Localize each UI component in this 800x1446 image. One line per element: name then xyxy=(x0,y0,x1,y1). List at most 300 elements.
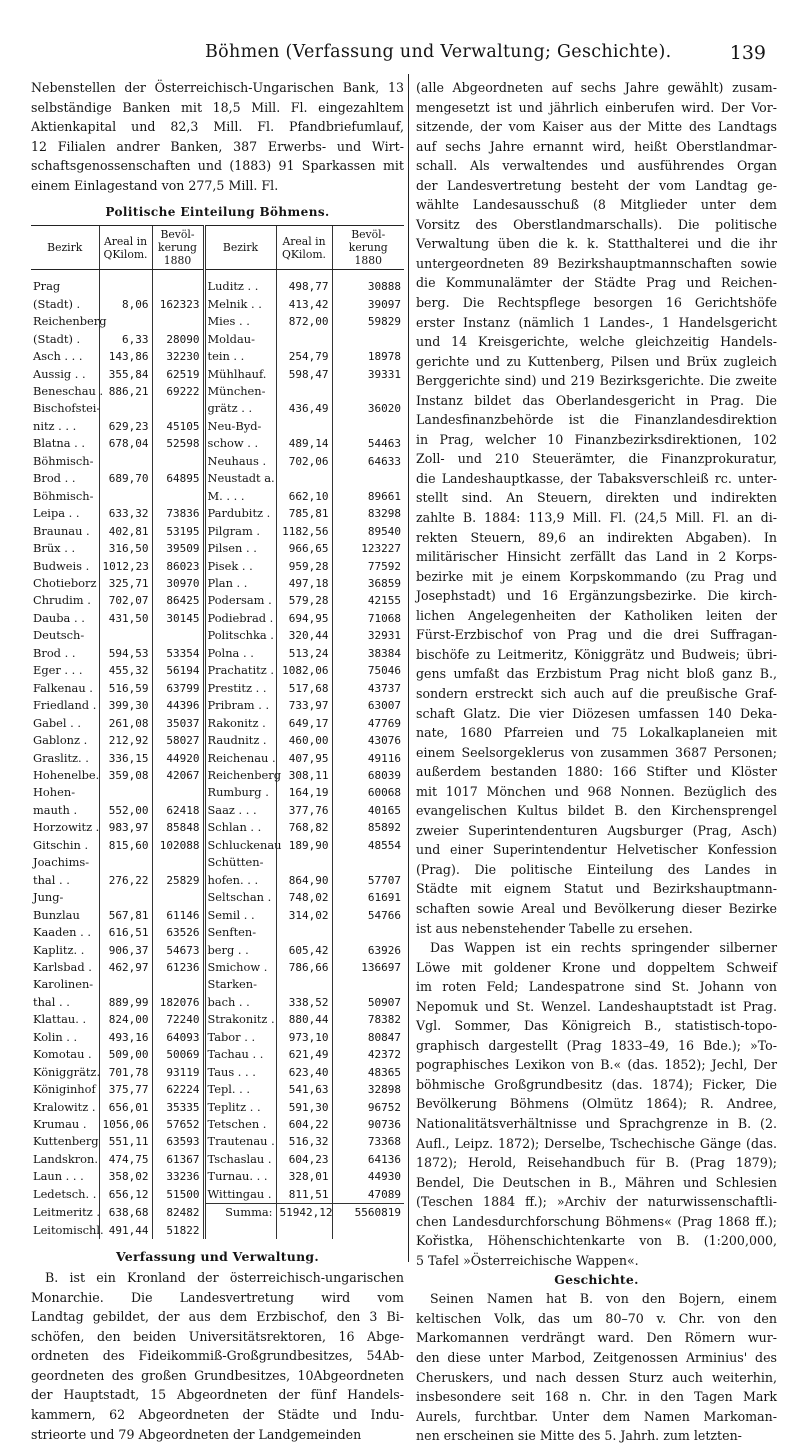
district-name: Königgrätz. xyxy=(33,1064,101,1079)
district-area: 872,00 xyxy=(276,313,332,330)
district-area: 633,32 xyxy=(99,505,152,522)
district-area: 864,90 xyxy=(276,872,332,889)
district-area: 694,95 xyxy=(276,610,332,627)
district-name: Taus . . . xyxy=(204,1064,276,1081)
table-row xyxy=(31,1046,404,1063)
district-population: 56194 xyxy=(152,662,204,679)
district-name: Friedland . xyxy=(33,698,97,713)
district-population: 61367 xyxy=(152,1151,204,1168)
text-line: nate, 1680 Pfarreien und 75 Lokalkaplaneien mit xyxy=(416,725,777,741)
district-area: 598,47 xyxy=(276,366,332,383)
district-area: 880,44 xyxy=(276,1011,332,1028)
district-name: nitz . . . xyxy=(33,418,77,433)
district-name: berg . . xyxy=(204,942,276,959)
district-population: 52598 xyxy=(152,435,204,452)
text-line: zahlte B. 1884: 113,9 Mill. Fl. (24,5 Mill. Fl. an di- xyxy=(416,510,777,526)
district-population: 36859 xyxy=(332,575,404,592)
district-name: Deutsch- xyxy=(33,628,85,643)
district-population: 30888 xyxy=(332,270,404,296)
text-line: militärischer Hinsicht zerfällt das Land in 2 Korps- xyxy=(416,549,777,565)
text-line: Aurels, furchtbar. Unter dem Namen Markoman- xyxy=(416,1408,777,1424)
district-population xyxy=(152,270,204,296)
district-population: 63007 xyxy=(332,697,404,714)
district-population: 61691 xyxy=(332,889,404,906)
text-line: und einer Superintendentur Helvetischer Konfession xyxy=(416,842,777,858)
district-name: Laun . . . xyxy=(33,1169,84,1184)
district-population: 57707 xyxy=(332,872,404,889)
district-area: 959,28 xyxy=(276,558,332,575)
text-line: die Landeshauptkasse, der Tabaksverschleiß rc. unter- xyxy=(416,470,777,486)
table-row xyxy=(31,976,404,993)
district-population: 89661 xyxy=(332,488,404,505)
district-population: 42067 xyxy=(152,767,204,784)
text-line: 12 Filialen andrer Banken, 387 Erwerbs- und Wirt- xyxy=(31,138,404,154)
text-line: schaftsgenossenschaften und (1883) 91 Sparkassen mit xyxy=(31,158,404,174)
district-name: Kuttenberg xyxy=(33,1134,99,1149)
district-area: 906,37 xyxy=(99,942,152,959)
district-population: 38384 xyxy=(332,645,404,662)
district-area: 474,75 xyxy=(99,1151,152,1168)
district-population: 64093 xyxy=(152,1029,204,1046)
district-area xyxy=(99,400,152,417)
district-population: 68039 xyxy=(332,767,404,784)
district-population: 35335 xyxy=(152,1099,204,1116)
table-row xyxy=(31,348,404,365)
table-row xyxy=(31,959,404,976)
verfassung-paragraph xyxy=(31,1268,404,1444)
district-population: 54766 xyxy=(332,907,404,924)
text-line: wählte Landesausschuß (8 Mitglieder unter dem xyxy=(416,197,777,213)
district-name: Klattau. . xyxy=(33,1012,87,1027)
district-population: 54673 xyxy=(152,942,204,959)
district-area: 413,42 xyxy=(276,296,332,313)
table-row xyxy=(31,837,404,854)
text-line: einem Einlagestand von 277,5 Mill. Fl. xyxy=(31,177,279,193)
district-name: Tepl. . . xyxy=(204,1081,276,1098)
table-row xyxy=(31,1029,404,1046)
district-population: 39097 xyxy=(332,296,404,313)
table-row xyxy=(31,488,404,505)
text-line: 1872); Herold, Reisehandbuch für B. (Prag 1879); xyxy=(416,1155,777,1171)
sum-population: 5560819 xyxy=(332,1204,404,1222)
text-line: chen Landesdurchforschung Böhmens« (Prag 1868 ff.); xyxy=(416,1213,777,1229)
sum-area: 51942,12 xyxy=(276,1204,332,1222)
district-area: 491,44 xyxy=(99,1222,152,1239)
district-name: (Stadt) . xyxy=(33,296,81,311)
district-population: 43737 xyxy=(332,680,404,697)
district-name: Krumau . xyxy=(33,1117,87,1132)
district-name: mauth . xyxy=(33,802,78,817)
district-name: tein . . xyxy=(204,348,276,365)
text-line: Landesfinanzbehörde ist die Finanzlandesdirektion xyxy=(416,412,777,428)
district-name: Pisek . . xyxy=(204,558,276,575)
district-name: Teplitz . . xyxy=(204,1099,276,1116)
district-population: 53354 xyxy=(152,645,204,662)
district-name: Strakonitz . xyxy=(204,1011,276,1028)
section-heading-verfassung: Verfassung und Verwaltung. xyxy=(116,1249,319,1265)
district-area: 254,79 xyxy=(276,348,332,365)
text-line: Landtag gebildet, der aus dem Erzbischof, den 3 Bi- xyxy=(31,1309,404,1325)
district-name: Joachims- xyxy=(33,855,90,870)
text-line: Fürst-Erzbischof von Prag und die drei Suffragan- xyxy=(416,627,777,643)
district-population: 39331 xyxy=(332,366,404,383)
district-name: Gabel . . xyxy=(33,715,82,730)
header-bevoelkerung: Bevöl- kerung 1880 xyxy=(152,226,204,270)
section-heading-geschichte: Geschichte. xyxy=(554,1272,639,1288)
district-name: Neu-Byd- xyxy=(204,418,276,435)
district-area: 460,00 xyxy=(276,732,332,749)
text-line: Seinen Namen hat B. von den Bojern, einem xyxy=(430,1291,777,1307)
district-area xyxy=(276,470,332,487)
empty-cell xyxy=(276,1222,332,1239)
district-name: Seltschan . xyxy=(204,889,276,906)
district-population xyxy=(332,854,404,871)
table-row xyxy=(31,313,404,330)
district-name: Leitmeritz . xyxy=(33,1205,100,1220)
district-area: 164,19 xyxy=(276,784,332,801)
district-name: bach . . xyxy=(204,994,276,1011)
district-area xyxy=(276,331,332,348)
table-header-row xyxy=(31,226,404,270)
district-name: Aussig . . xyxy=(33,366,86,381)
district-population: 63593 xyxy=(152,1133,204,1150)
table-row xyxy=(31,1081,404,1098)
text-line: gens umfaßt das Erzbistum Prag nicht bloß ganz B., xyxy=(416,666,777,682)
district-name: Schlan . . xyxy=(204,819,276,836)
district-area: 497,18 xyxy=(276,575,332,592)
table-row xyxy=(31,732,404,749)
district-area xyxy=(276,976,332,993)
district-name: Karolinen- xyxy=(33,977,94,992)
table-title: Politische Einteilung Böhmens. xyxy=(105,205,330,220)
district-population xyxy=(332,418,404,435)
district-population: 78382 xyxy=(332,1011,404,1028)
text-line: untergeordneten 89 Bezirkshauptmannschaften sowie xyxy=(416,255,777,271)
text-line: Markomannen verdrängt ward. Den Römern wur- xyxy=(416,1330,777,1346)
district-area xyxy=(99,976,152,993)
district-name: Graslitz. . xyxy=(33,750,89,765)
table-row xyxy=(31,453,404,470)
table-row xyxy=(31,540,404,557)
district-area: 513,24 xyxy=(276,645,332,662)
text-line: 5 Tafel »Österreichische Wappen«. xyxy=(416,1252,639,1268)
district-name: Melnik . . xyxy=(204,296,276,313)
district-area: 594,53 xyxy=(99,645,152,662)
text-line: sitzende, der vom Kaiser aus der Mitte des Landtags xyxy=(416,119,777,135)
district-area: 455,32 xyxy=(99,662,152,679)
table-row xyxy=(31,296,404,313)
district-population xyxy=(332,383,404,400)
district-population: 35037 xyxy=(152,715,204,732)
district-name: Saaz . . . xyxy=(204,802,276,819)
district-population: 64136 xyxy=(332,1151,404,1168)
district-population: 162323 xyxy=(152,296,204,313)
table-row xyxy=(31,1099,404,1116)
district-area: 567,81 xyxy=(99,907,152,924)
district-population xyxy=(152,976,204,993)
district-name: Brod . . xyxy=(33,471,76,486)
district-population: 44920 xyxy=(152,750,204,767)
district-name: Chotieborz xyxy=(33,575,97,590)
district-area: 604,22 xyxy=(276,1116,332,1133)
right-column xyxy=(416,78,777,1446)
district-area: 702,06 xyxy=(276,453,332,470)
district-area: 616,51 xyxy=(99,924,152,941)
district-area xyxy=(99,313,152,330)
district-area: 212,92 xyxy=(99,732,152,749)
district-name: Kolin . . xyxy=(33,1029,78,1044)
text-line: evangelischen Kultus bildet B. den Kirchensprengel xyxy=(416,803,777,819)
district-name: Senften- xyxy=(204,924,276,941)
district-area: 261,08 xyxy=(99,715,152,732)
district-area: 509,00 xyxy=(99,1046,152,1063)
district-name: Podersam . xyxy=(204,592,276,609)
district-name: Prestitz . . xyxy=(204,680,276,697)
text-line: (Prag). Die politische Einteilung des Landes in xyxy=(416,861,777,877)
district-name: Prag xyxy=(33,279,61,294)
table-row xyxy=(31,872,404,889)
district-population: 123227 xyxy=(332,540,404,557)
district-area: 1082,06 xyxy=(276,662,332,679)
district-population: 51500 xyxy=(152,1186,204,1204)
district-population: 47769 xyxy=(332,715,404,732)
district-area: 314,02 xyxy=(276,907,332,924)
district-population: 182076 xyxy=(152,994,204,1011)
table-row xyxy=(31,645,404,662)
empty-cell xyxy=(204,1222,276,1239)
district-population: 30970 xyxy=(152,575,204,592)
district-name: thal . . xyxy=(33,994,70,1009)
district-name: Wittingau . xyxy=(204,1186,276,1204)
text-line: schaften sowie Areal und Bevölkerung dieser Bezirke xyxy=(416,900,777,916)
table-body xyxy=(31,270,404,1239)
text-line: (Teschen 1884 ff.); »Archiv der naturwissenschaftli- xyxy=(416,1194,777,1210)
district-population: 42372 xyxy=(332,1046,404,1063)
district-name: Neuhaus . xyxy=(204,453,276,470)
district-area: 605,42 xyxy=(276,942,332,959)
district-area: 399,30 xyxy=(99,697,152,714)
district-population: 69222 xyxy=(152,383,204,400)
text-line: selbständige Banken mit 18,5 Mill. Fl. eingezahltem xyxy=(31,99,404,115)
districts-table xyxy=(31,225,404,1239)
district-population: 45105 xyxy=(152,418,204,435)
district-name: Braunau . xyxy=(33,523,90,538)
district-name: Kralowitz . xyxy=(33,1099,96,1114)
district-area: 678,04 xyxy=(99,435,152,452)
district-area: 325,71 xyxy=(99,575,152,592)
table-row xyxy=(31,1011,404,1028)
district-population xyxy=(152,627,204,644)
text-line: ordneten des Fideikommiß-Großgrundbesitzes, 54Ab- xyxy=(31,1348,404,1364)
text-line: der Landesvertretung besteht der vom Landtag ge- xyxy=(416,177,777,193)
district-population: 49116 xyxy=(332,750,404,767)
table-row xyxy=(31,924,404,941)
district-name: Schluckenau xyxy=(204,837,276,854)
district-name: Trautenau . xyxy=(204,1133,276,1150)
district-area xyxy=(99,784,152,801)
district-population: 57652 xyxy=(152,1116,204,1133)
district-population: 18978 xyxy=(332,348,404,365)
district-population: 83298 xyxy=(332,505,404,522)
district-area: 689,70 xyxy=(99,470,152,487)
district-population: 48554 xyxy=(332,837,404,854)
district-population: 80847 xyxy=(332,1029,404,1046)
text-line: berg. Die Rechtspflege besorgen 16 Gerichtshöfe xyxy=(416,295,777,311)
district-area: 328,01 xyxy=(276,1168,332,1185)
district-area: 143,86 xyxy=(99,348,152,365)
district-name: Tachau . . xyxy=(204,1046,276,1063)
header-areal-2: Areal in QKilom. xyxy=(276,226,332,270)
district-area: 552,00 xyxy=(99,802,152,819)
district-area: 308,11 xyxy=(276,767,332,784)
district-name: Prachatitz . xyxy=(204,662,276,679)
district-area: 462,97 xyxy=(99,959,152,976)
district-population: 102088 xyxy=(152,837,204,854)
sum-label: Summa: xyxy=(204,1204,276,1222)
district-area xyxy=(276,383,332,400)
table-row xyxy=(31,680,404,697)
district-population xyxy=(152,453,204,470)
district-population: 73368 xyxy=(332,1133,404,1150)
district-name: Reichenberg xyxy=(33,314,107,329)
text-line: Cheruskers, und nach dessen Sturz auch weiterhin, xyxy=(416,1369,777,1385)
text-line: die Kommunalämter der Städte Prag und Reichen- xyxy=(416,275,777,291)
district-population: 136697 xyxy=(332,959,404,976)
district-name: Reichenberg xyxy=(204,767,276,784)
district-population: 73836 xyxy=(152,505,204,522)
district-population: 25829 xyxy=(152,872,204,889)
district-area: 623,40 xyxy=(276,1064,332,1081)
district-population xyxy=(332,331,404,348)
district-area: 375,77 xyxy=(99,1081,152,1098)
district-population xyxy=(152,854,204,871)
district-population: 50907 xyxy=(332,994,404,1011)
district-area xyxy=(99,627,152,644)
text-line: (alle Abgeordneten auf sechs Jahre gewählt) zusam- xyxy=(416,80,777,95)
district-name: Bischofstei- xyxy=(33,401,101,416)
district-area: 638,68 xyxy=(99,1204,152,1222)
district-name: Leitomischl. xyxy=(33,1222,104,1237)
district-name: Hohenelbe. xyxy=(33,767,100,782)
district-name: Landskron. xyxy=(33,1151,98,1166)
district-name: Politschka . xyxy=(204,627,276,644)
district-population: 28090 xyxy=(152,331,204,348)
district-name: Asch . . . xyxy=(33,349,83,364)
district-population: 50069 xyxy=(152,1046,204,1063)
table-row xyxy=(31,505,404,522)
district-name: Tabor . . xyxy=(204,1029,276,1046)
district-area: 6,33 xyxy=(99,331,152,348)
district-name: Blatna . . xyxy=(33,436,85,451)
district-name: Böhmisch- xyxy=(33,453,94,468)
text-line: Instanz bildet das Oberlandesgericht in Prag. Die xyxy=(416,392,777,408)
table-row xyxy=(31,270,404,296)
district-name: München- xyxy=(204,383,276,400)
text-line: bischöfe zu Leitmeritz, Königgrätz und Budweis; übri- xyxy=(416,646,777,662)
district-area: 517,68 xyxy=(276,680,332,697)
page-title: Böhmen (Verfassung und Verwaltung; Geschichte). xyxy=(205,42,672,62)
header-bezirk-2: Bezirk xyxy=(204,226,276,270)
district-area: 604,23 xyxy=(276,1151,332,1168)
district-population: 36020 xyxy=(332,400,404,417)
running-head xyxy=(0,42,800,66)
text-line: pographisches Lexikon von B.« (das. 1852); Jechl, Der xyxy=(416,1057,777,1073)
district-name: Pribram . . xyxy=(204,697,276,714)
text-line: Vgl. Sommer, Das Königreich B., statistisch-topo- xyxy=(416,1018,777,1034)
table-row xyxy=(31,854,404,871)
text-line: den diese unter Marbod, Zeitgenossen Arminius' des xyxy=(416,1350,777,1365)
district-name: Rakonitz . xyxy=(204,715,276,732)
district-population: 77592 xyxy=(332,558,404,575)
page-number: 139 xyxy=(729,42,766,64)
district-area: 355,84 xyxy=(99,366,152,383)
table-row xyxy=(31,767,404,784)
text-line: mit 1017 Mönchen und 968 Nonnen. Bezüglich des xyxy=(416,783,777,799)
district-area: 656,12 xyxy=(99,1186,152,1204)
district-name: Komotau . xyxy=(33,1047,92,1062)
district-name: Luditz . . xyxy=(204,270,276,296)
text-line: zweier Superintendenturen Augsburger (Prag, Asch) xyxy=(416,822,777,838)
district-area: 8,06 xyxy=(99,296,152,313)
district-area: 1182,56 xyxy=(276,523,332,540)
table-row xyxy=(31,558,404,575)
district-name: Horzowitz . xyxy=(33,820,100,835)
district-population: 61236 xyxy=(152,959,204,976)
district-population: 47089 xyxy=(332,1186,404,1204)
district-name: Turnau. . . xyxy=(204,1168,276,1185)
district-area xyxy=(99,854,152,871)
district-population: 62519 xyxy=(152,366,204,383)
district-name: thal . . xyxy=(33,872,70,887)
district-population: 40165 xyxy=(332,802,404,819)
district-population: 43076 xyxy=(332,732,404,749)
district-name: Mühlhauf. xyxy=(204,366,276,383)
district-population xyxy=(152,400,204,417)
district-area: 377,76 xyxy=(276,802,332,819)
table-row xyxy=(31,1133,404,1150)
district-area xyxy=(99,270,152,296)
district-population: 39509 xyxy=(152,540,204,557)
text-line: schöfen, den beiden Universitätsrektoren, 16 Abge- xyxy=(31,1328,404,1344)
text-line: Vorsitz des Oberstlandmarschalls). Die politische xyxy=(416,216,777,232)
district-population: 54463 xyxy=(332,435,404,452)
table-row xyxy=(31,1116,404,1133)
district-name: Kaplitz. . xyxy=(33,942,85,957)
table-row xyxy=(31,400,404,417)
district-name: Semil . . xyxy=(204,907,276,924)
district-name: Beneschau . xyxy=(33,384,104,398)
district-area: 1012,23 xyxy=(99,558,152,575)
district-population xyxy=(332,924,404,941)
district-name: Rumburg . xyxy=(204,784,276,801)
district-population: 96752 xyxy=(332,1099,404,1116)
text-line: graphisch dargestellt (Prag 1833–49, 16 Bde.); »To- xyxy=(416,1037,777,1053)
district-population: 30145 xyxy=(152,610,204,627)
text-line: lichen Angelegenheiten der Katholiken leiten der xyxy=(416,607,777,623)
district-area: 621,49 xyxy=(276,1046,332,1063)
district-area: 983,97 xyxy=(99,819,152,836)
text-line: Das Wappen ist ein rechts springender silberner xyxy=(430,940,777,956)
text-line: schall. Als verwaltendes und ausführendes Organ xyxy=(416,158,777,174)
district-area: 489,14 xyxy=(276,435,332,452)
district-population xyxy=(152,889,204,906)
text-line: stellt sind. An Steuern, direkten und indirekten xyxy=(416,490,777,506)
district-area: 516,59 xyxy=(99,680,152,697)
district-name: Podiebrad . xyxy=(204,610,276,627)
district-area xyxy=(276,418,332,435)
district-name: Chrudim . xyxy=(33,593,91,608)
district-name: Eger . . . xyxy=(33,663,83,678)
